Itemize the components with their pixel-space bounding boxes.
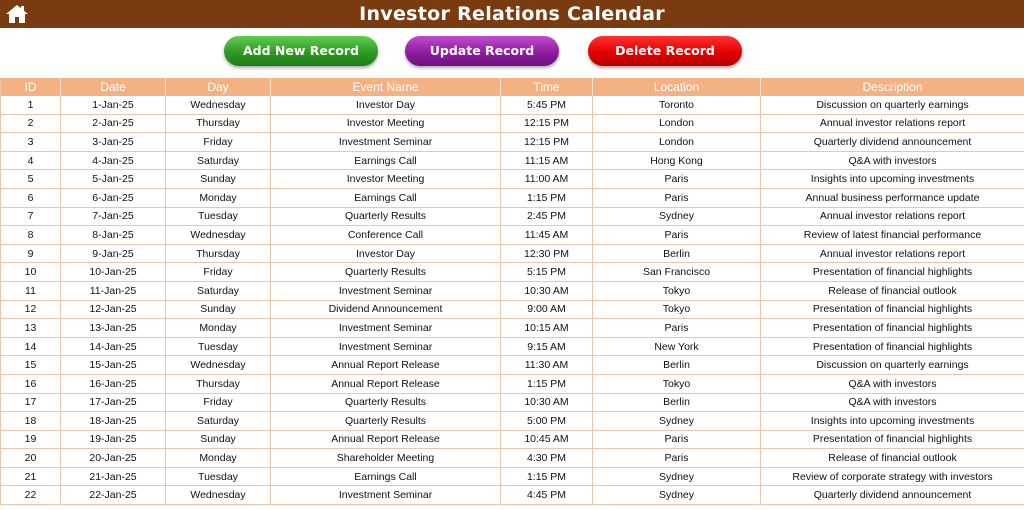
table-row[interactable] bbox=[1, 356, 1024, 375]
cell-description[interactable]: Presentation of financial highlights bbox=[761, 319, 1024, 338]
cell-event-name[interactable]: Investment Seminar bbox=[271, 337, 501, 356]
table-row[interactable] bbox=[1, 281, 1024, 300]
table-row[interactable] bbox=[1, 319, 1024, 338]
cell-event-name[interactable]: Investment Seminar bbox=[271, 319, 501, 338]
cell-id[interactable]: 19 bbox=[1, 430, 61, 449]
cell-time[interactable]: 12:15 PM bbox=[501, 114, 593, 133]
cell-id[interactable]: 17 bbox=[1, 393, 61, 412]
cell-time[interactable]: 5:15 PM bbox=[501, 263, 593, 282]
cell-description[interactable]: Insights into upcoming investments bbox=[761, 412, 1024, 431]
cell-time[interactable]: 10:15 AM bbox=[501, 319, 593, 338]
cell-location[interactable]: London bbox=[593, 133, 761, 152]
cell-id[interactable]: 9 bbox=[1, 244, 61, 263]
table-row[interactable] bbox=[1, 412, 1024, 431]
cell-day[interactable]: Monday bbox=[166, 319, 271, 338]
table-row[interactable] bbox=[1, 374, 1024, 393]
records-table bbox=[0, 78, 1024, 505]
cell-day[interactable]: Friday bbox=[166, 133, 271, 152]
cell-id[interactable]: 12 bbox=[1, 300, 61, 319]
cell-time[interactable]: 10:30 AM bbox=[501, 393, 593, 412]
cell-time[interactable]: 10:30 AM bbox=[501, 281, 593, 300]
cell-description[interactable]: Annual investor relations report bbox=[761, 244, 1024, 263]
cell-date[interactable]: 18-Jan-25 bbox=[61, 412, 166, 431]
cell-date[interactable]: 11-Jan-25 bbox=[61, 281, 166, 300]
cell-time[interactable]: 4:30 PM bbox=[501, 449, 593, 468]
column-header-description[interactable]: Description bbox=[761, 78, 1024, 96]
cell-description[interactable]: Q&A with investors bbox=[761, 374, 1024, 393]
cell-description[interactable]: Annual investor relations report bbox=[761, 207, 1024, 226]
cell-description[interactable]: Presentation of financial highlights bbox=[761, 263, 1024, 282]
cell-description[interactable]: Quarterly dividend announcement bbox=[761, 486, 1024, 505]
table-row[interactable] bbox=[1, 226, 1024, 245]
cell-location[interactable]: New York bbox=[593, 337, 761, 356]
cell-event-name[interactable]: Investment Seminar bbox=[271, 281, 501, 300]
cell-time[interactable]: 9:15 AM bbox=[501, 337, 593, 356]
cell-event-name[interactable]: Investor Day bbox=[271, 96, 501, 114]
cell-date[interactable]: 16-Jan-25 bbox=[61, 374, 166, 393]
cell-description[interactable]: Insights into upcoming investments bbox=[761, 170, 1024, 189]
cell-location[interactable]: Toronto bbox=[593, 96, 761, 114]
cell-day[interactable]: Thursday bbox=[166, 244, 271, 263]
cell-day[interactable]: Tuesday bbox=[166, 207, 271, 226]
table-row[interactable] bbox=[1, 430, 1024, 449]
cell-time[interactable]: 9:00 AM bbox=[501, 300, 593, 319]
cell-location[interactable]: Paris bbox=[593, 319, 761, 338]
cell-event-name[interactable]: Annual Report Release bbox=[271, 374, 501, 393]
cell-description[interactable]: Release of financial outlook bbox=[761, 449, 1024, 468]
table-row[interactable] bbox=[1, 133, 1024, 152]
cell-day[interactable]: Tuesday bbox=[166, 467, 271, 486]
cell-id[interactable]: 22 bbox=[1, 486, 61, 505]
table-row[interactable] bbox=[1, 467, 1024, 486]
cell-time[interactable]: 11:15 AM bbox=[501, 151, 593, 170]
cell-id[interactable]: 13 bbox=[1, 319, 61, 338]
table-row[interactable] bbox=[1, 114, 1024, 133]
cell-location[interactable]: London bbox=[593, 114, 761, 133]
cell-day[interactable]: Thursday bbox=[166, 374, 271, 393]
cell-id[interactable]: 4 bbox=[1, 151, 61, 170]
table-row[interactable] bbox=[1, 151, 1024, 170]
cell-time[interactable]: 1:15 PM bbox=[501, 188, 593, 207]
cell-event-name[interactable]: Quarterly Results bbox=[271, 263, 501, 282]
cell-event-name[interactable]: Quarterly Results bbox=[271, 412, 501, 431]
cell-id[interactable]: 14 bbox=[1, 337, 61, 356]
cell-date[interactable]: 20-Jan-25 bbox=[61, 449, 166, 468]
cell-date[interactable]: 9-Jan-25 bbox=[61, 244, 166, 263]
cell-event-name[interactable]: Annual Report Release bbox=[271, 430, 501, 449]
cell-date[interactable]: 4-Jan-25 bbox=[61, 151, 166, 170]
cell-event-name[interactable]: Earnings Call bbox=[271, 151, 501, 170]
table-row[interactable] bbox=[1, 486, 1024, 505]
cell-id[interactable]: 21 bbox=[1, 467, 61, 486]
cell-event-name[interactable]: Dividend Announcement bbox=[271, 300, 501, 319]
cell-event-name[interactable]: Shareholder Meeting bbox=[271, 449, 501, 468]
cell-id[interactable]: 20 bbox=[1, 449, 61, 468]
cell-event-name[interactable]: Earnings Call bbox=[271, 188, 501, 207]
cell-location[interactable]: Paris bbox=[593, 170, 761, 189]
cell-location[interactable]: Paris bbox=[593, 188, 761, 207]
cell-date[interactable]: 2-Jan-25 bbox=[61, 114, 166, 133]
cell-day[interactable]: Sunday bbox=[166, 430, 271, 449]
cell-id[interactable]: 10 bbox=[1, 263, 61, 282]
cell-day[interactable]: Tuesday bbox=[166, 337, 271, 356]
cell-time[interactable]: 12:30 PM bbox=[501, 244, 593, 263]
cell-location[interactable]: Paris bbox=[593, 226, 761, 245]
column-header-id[interactable]: ID bbox=[1, 78, 61, 96]
cell-day[interactable]: Sunday bbox=[166, 170, 271, 189]
cell-day[interactable]: Wednesday bbox=[166, 226, 271, 245]
cell-event-name[interactable]: Investor Meeting bbox=[271, 114, 501, 133]
cell-event-name[interactable]: Quarterly Results bbox=[271, 207, 501, 226]
cell-date[interactable]: 1-Jan-25 bbox=[61, 96, 166, 114]
cell-location[interactable]: Berlin bbox=[593, 244, 761, 263]
column-header-time[interactable]: Time bbox=[501, 78, 593, 96]
cell-description[interactable]: Discussion on quarterly earnings bbox=[761, 356, 1024, 375]
cell-location[interactable]: Berlin bbox=[593, 356, 761, 375]
table-row[interactable] bbox=[1, 207, 1024, 226]
cell-day[interactable]: Saturday bbox=[166, 281, 271, 300]
cell-description[interactable]: Q&A with investors bbox=[761, 151, 1024, 170]
cell-id[interactable]: 2 bbox=[1, 114, 61, 133]
cell-day[interactable]: Wednesday bbox=[166, 96, 271, 114]
cell-location[interactable]: Paris bbox=[593, 430, 761, 449]
cell-description[interactable]: Q&A with investors bbox=[761, 393, 1024, 412]
cell-id[interactable]: 7 bbox=[1, 207, 61, 226]
cell-location[interactable]: Tokyo bbox=[593, 374, 761, 393]
cell-date[interactable]: 8-Jan-25 bbox=[61, 226, 166, 245]
cell-location[interactable]: Sydney bbox=[593, 412, 761, 431]
cell-day[interactable]: Saturday bbox=[166, 151, 271, 170]
cell-event-name[interactable]: Quarterly Results bbox=[271, 393, 501, 412]
cell-description[interactable]: Annual investor relations report bbox=[761, 114, 1024, 133]
cell-location[interactable]: Tokyo bbox=[593, 300, 761, 319]
cell-time[interactable]: 2:45 PM bbox=[501, 207, 593, 226]
cell-location[interactable]: Sydney bbox=[593, 467, 761, 486]
cell-id[interactable]: 8 bbox=[1, 226, 61, 245]
cell-description[interactable]: Presentation of financial highlights bbox=[761, 337, 1024, 356]
cell-location[interactable]: Paris bbox=[593, 449, 761, 468]
update-record-button[interactable]: Update Record bbox=[405, 36, 559, 66]
column-header-event-name[interactable]: Event Name bbox=[271, 78, 501, 96]
column-header-day[interactable]: Day bbox=[166, 78, 271, 96]
cell-location[interactable]: Sydney bbox=[593, 207, 761, 226]
cell-date[interactable]: 6-Jan-25 bbox=[61, 188, 166, 207]
table-header-row bbox=[1, 78, 1024, 96]
cell-description[interactable]: Discussion on quarterly earnings bbox=[761, 96, 1024, 114]
cell-time[interactable]: 5:45 PM bbox=[501, 96, 593, 114]
cell-date[interactable]: 5-Jan-25 bbox=[61, 170, 166, 189]
cell-id[interactable]: 1 bbox=[1, 96, 61, 114]
cell-date[interactable]: 15-Jan-25 bbox=[61, 356, 166, 375]
cell-time[interactable]: 1:15 PM bbox=[501, 374, 593, 393]
cell-date[interactable]: 17-Jan-25 bbox=[61, 393, 166, 412]
page-title: Investor Relations Calendar bbox=[359, 3, 665, 25]
cell-day[interactable]: Saturday bbox=[166, 412, 271, 431]
cell-date[interactable]: 22-Jan-25 bbox=[61, 486, 166, 505]
cell-time[interactable]: 1:15 PM bbox=[501, 467, 593, 486]
cell-description[interactable]: Presentation of financial highlights bbox=[761, 300, 1024, 319]
title-bar bbox=[0, 0, 1024, 28]
cell-date[interactable]: 14-Jan-25 bbox=[61, 337, 166, 356]
cell-time[interactable]: 12:15 PM bbox=[501, 133, 593, 152]
cell-id[interactable]: 6 bbox=[1, 188, 61, 207]
cell-id[interactable]: 3 bbox=[1, 133, 61, 152]
table-row[interactable] bbox=[1, 263, 1024, 282]
cell-date[interactable]: 13-Jan-25 bbox=[61, 319, 166, 338]
cell-day[interactable]: Wednesday bbox=[166, 356, 271, 375]
cell-day[interactable]: Friday bbox=[166, 393, 271, 412]
cell-description[interactable]: Annual business performance update bbox=[761, 188, 1024, 207]
cell-description[interactable]: Quarterly dividend announcement bbox=[761, 133, 1024, 152]
table-row[interactable] bbox=[1, 96, 1024, 114]
delete-record-button[interactable]: Delete Record bbox=[588, 36, 742, 66]
cell-date[interactable]: 3-Jan-25 bbox=[61, 133, 166, 152]
table-row[interactable] bbox=[1, 244, 1024, 263]
table-row[interactable] bbox=[1, 170, 1024, 189]
cell-date[interactable]: 12-Jan-25 bbox=[61, 300, 166, 319]
cell-event-name[interactable]: Conference Call bbox=[271, 226, 501, 245]
cell-description[interactable]: Release of financial outlook bbox=[761, 281, 1024, 300]
table-row[interactable] bbox=[1, 337, 1024, 356]
cell-event-name[interactable]: Investor Meeting bbox=[271, 170, 501, 189]
cell-day[interactable]: Monday bbox=[166, 188, 271, 207]
cell-day[interactable]: Wednesday bbox=[166, 486, 271, 505]
cell-day[interactable]: Monday bbox=[166, 449, 271, 468]
add-new-record-button[interactable]: Add New Record bbox=[224, 36, 378, 66]
cell-time[interactable]: 11:45 AM bbox=[501, 226, 593, 245]
cell-date[interactable]: 7-Jan-25 bbox=[61, 207, 166, 226]
cell-day[interactable]: Thursday bbox=[166, 114, 271, 133]
cell-id[interactable]: 18 bbox=[1, 412, 61, 431]
cell-location[interactable]: San Francisco bbox=[593, 263, 761, 282]
cell-date[interactable]: 19-Jan-25 bbox=[61, 430, 166, 449]
table-row[interactable] bbox=[1, 449, 1024, 468]
cell-event-name[interactable]: Annual Report Release bbox=[271, 356, 501, 375]
cell-id[interactable]: 11 bbox=[1, 281, 61, 300]
cell-time[interactable]: 11:30 AM bbox=[501, 356, 593, 375]
cell-location[interactable]: Sydney bbox=[593, 486, 761, 505]
cell-date[interactable]: 10-Jan-25 bbox=[61, 263, 166, 282]
cell-time[interactable]: 11:00 AM bbox=[501, 170, 593, 189]
cell-description[interactable]: Review of latest financial performance bbox=[761, 226, 1024, 245]
cell-event-name[interactable]: Earnings Call bbox=[271, 467, 501, 486]
table-row[interactable] bbox=[1, 393, 1024, 412]
column-header-date[interactable]: Date bbox=[61, 78, 166, 96]
cell-description[interactable]: Presentation of financial highlights bbox=[761, 430, 1024, 449]
cell-id[interactable]: 15 bbox=[1, 356, 61, 375]
cell-time[interactable]: 10:45 AM bbox=[501, 430, 593, 449]
cell-event-name[interactable]: Investor Day bbox=[271, 244, 501, 263]
cell-event-name[interactable]: Investment Seminar bbox=[271, 133, 501, 152]
cell-day[interactable]: Friday bbox=[166, 263, 271, 282]
column-header-location[interactable]: Location bbox=[593, 78, 761, 96]
cell-id[interactable]: 16 bbox=[1, 374, 61, 393]
cell-id[interactable]: 5 bbox=[1, 170, 61, 189]
cell-description[interactable]: Review of corporate strategy with investors bbox=[761, 467, 1024, 486]
cell-event-name[interactable]: Investment Seminar bbox=[271, 486, 501, 505]
cell-time[interactable]: 5:00 PM bbox=[501, 412, 593, 431]
cell-location[interactable]: Hong Kong bbox=[593, 151, 761, 170]
cell-day[interactable]: Sunday bbox=[166, 300, 271, 319]
cell-location[interactable]: Tokyo bbox=[593, 281, 761, 300]
cell-date[interactable]: 21-Jan-25 bbox=[61, 467, 166, 486]
table-row[interactable] bbox=[1, 188, 1024, 207]
cell-time[interactable]: 4:45 PM bbox=[501, 486, 593, 505]
table-body bbox=[1, 96, 1024, 505]
table-row[interactable] bbox=[1, 300, 1024, 319]
cell-location[interactable]: Berlin bbox=[593, 393, 761, 412]
